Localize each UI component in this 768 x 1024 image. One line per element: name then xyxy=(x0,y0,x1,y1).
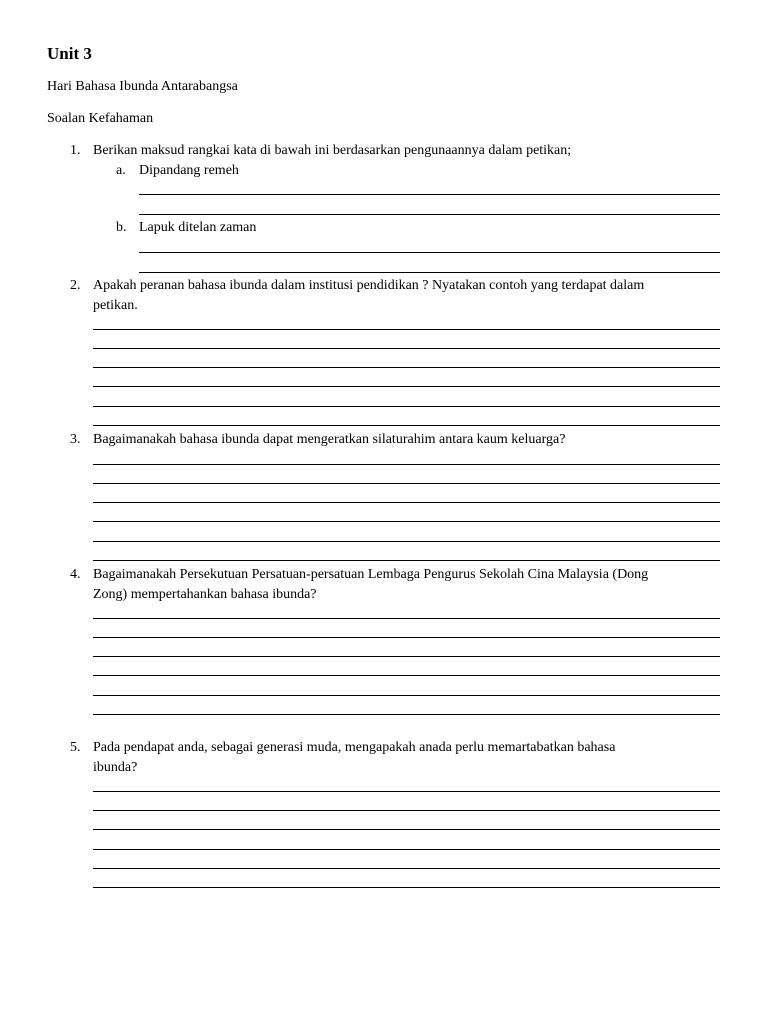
answer-line[interactable] xyxy=(93,695,720,696)
answer-line[interactable] xyxy=(93,656,720,657)
question-2-number: 2. xyxy=(70,278,81,293)
answer-line[interactable] xyxy=(93,464,720,465)
question-2-text-line-2: petikan. xyxy=(93,298,138,313)
question-3-text: Bagaimanakah bahasa ibunda dapat mengeratkan silaturahim antara kaum keluarga? xyxy=(93,432,566,447)
answer-line[interactable] xyxy=(93,521,720,522)
answer-line[interactable] xyxy=(93,425,720,426)
answer-line[interactable] xyxy=(93,386,720,387)
question-4-text-line-2: Zong) mempertahankan bahasa ibunda? xyxy=(93,587,317,602)
question-3-number: 3. xyxy=(70,432,81,447)
answer-line[interactable] xyxy=(93,675,720,676)
answer-line[interactable] xyxy=(93,791,720,792)
answer-line[interactable] xyxy=(93,810,720,811)
answer-line[interactable] xyxy=(93,849,720,850)
question-1a-letter: a. xyxy=(116,163,126,178)
answer-line[interactable] xyxy=(93,483,720,484)
answer-line[interactable] xyxy=(93,618,720,619)
answer-line[interactable] xyxy=(93,541,720,542)
unit-title: Unit 3 xyxy=(47,44,92,63)
question-1b-letter: b. xyxy=(116,220,127,235)
answer-line[interactable] xyxy=(93,868,720,869)
question-5-text-line-1: Pada pendapat anda, sebagai generasi muda, mengapakah anada perlu memartabatkan bahasa xyxy=(93,740,616,755)
answer-line[interactable] xyxy=(93,502,720,503)
question-1-number: 1. xyxy=(70,143,81,158)
answer-line[interactable] xyxy=(93,329,720,330)
question-4-number: 4. xyxy=(70,567,81,582)
answer-line[interactable] xyxy=(139,214,720,215)
question-4-text-line-1: Bagaimanakah Persekutuan Persatuan-persatuan Lembaga Pengurus Sekolah Cina Malaysia (Dong xyxy=(93,567,649,582)
answer-line[interactable] xyxy=(93,348,720,349)
answer-line[interactable] xyxy=(139,252,720,253)
answer-line[interactable] xyxy=(93,714,720,715)
answer-line[interactable] xyxy=(93,367,720,368)
question-2-text-line-1: Apakah peranan bahasa ibunda dalam institusi pendidikan ? Nyatakan contoh yang terdapat dalam xyxy=(93,278,645,293)
answer-line[interactable] xyxy=(93,637,720,638)
question-1-text: Berikan maksud rangkai kata di bawah ini berdasarkan pengunaannya dalam petikan; xyxy=(93,143,572,158)
question-5-text-line-2: ibunda? xyxy=(93,760,138,775)
answer-line[interactable] xyxy=(93,560,720,561)
answer-line[interactable] xyxy=(93,406,720,407)
answer-line[interactable] xyxy=(139,272,720,273)
question-1b-text: Lapuk ditelan zaman xyxy=(139,220,257,235)
topic-title: Hari Bahasa Ibunda Antarabangsa xyxy=(47,79,238,94)
question-5-number: 5. xyxy=(70,740,81,755)
answer-line[interactable] xyxy=(93,887,720,888)
answer-line[interactable] xyxy=(139,194,720,195)
answer-line[interactable] xyxy=(93,829,720,830)
question-1a-text: Dipandang remeh xyxy=(139,163,239,178)
section-title: Soalan Kefahaman xyxy=(47,111,154,126)
